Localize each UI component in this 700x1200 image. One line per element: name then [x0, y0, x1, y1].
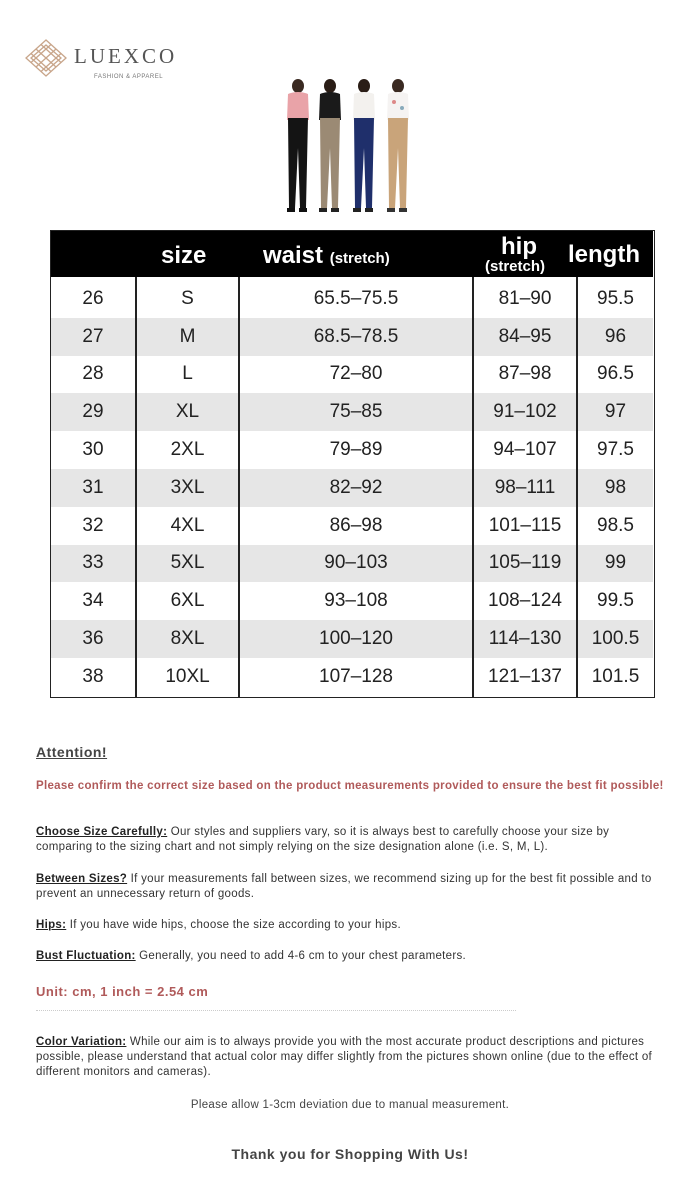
column-divider — [238, 277, 240, 697]
cell-hip: 87–98 — [498, 363, 552, 385]
cell-length: 99 — [604, 552, 627, 574]
dotted-divider — [36, 1010, 516, 1011]
cell-hip: 108–124 — [488, 590, 562, 612]
cell-hip: 84–95 — [498, 325, 552, 347]
choose-size-text: Our styles and suppliers vary, so it is always best to carefully choose your size by comparing to the sizing chart and not simply relying on the size designation alone (i.e. S, M, L). — [36, 826, 610, 853]
hips-label: Hips: — [36, 919, 67, 931]
thank-you-message: Thank you for Shopping With Us! — [231, 1146, 469, 1162]
size-chart-table — [50, 230, 655, 698]
cell-waist: 75–85 — [329, 401, 383, 423]
model-camel-pants — [387, 79, 409, 212]
cell-number: 31 — [82, 476, 104, 498]
cell-hip: 105–119 — [488, 552, 562, 574]
cell-waist: 100–120 — [319, 628, 393, 650]
cell-size: M — [179, 325, 196, 347]
cell-number: 33 — [82, 552, 104, 574]
column-divider — [576, 277, 578, 697]
cell-size: 2XL — [170, 439, 205, 461]
cell-number: 26 — [82, 287, 104, 309]
cell-size: S — [181, 287, 194, 309]
table-row — [51, 318, 653, 356]
choose-size-label: Choose Size Carefully: — [36, 826, 168, 838]
cell-number: 29 — [82, 401, 104, 423]
table-header — [51, 231, 653, 277]
table-row — [51, 280, 653, 318]
bust-label: Bust Fluctuation: — [36, 950, 136, 962]
cell-number: 36 — [82, 628, 104, 650]
between-sizes-note — [36, 872, 666, 902]
cell-number: 28 — [82, 363, 104, 385]
cell-length: 99.5 — [597, 590, 634, 612]
bust-text: Generally, you need to add 4-6 cm to your chest parameters. — [135, 950, 467, 962]
color-variation-note — [36, 1035, 666, 1080]
table-row — [51, 356, 653, 394]
unit-note: Unit: cm, 1 inch = 2.54 cm — [36, 984, 209, 999]
cell-number: 38 — [82, 665, 104, 687]
cell-size: L — [182, 363, 193, 385]
table-row — [51, 620, 653, 658]
brand-tagline: FASHION & APPAREL — [94, 74, 164, 80]
header-hip-note: (stretch) — [485, 258, 546, 275]
cell-waist: 86–98 — [329, 514, 383, 536]
table-row — [51, 507, 653, 545]
table-row — [51, 393, 653, 431]
cell-size: 3XL — [170, 476, 205, 498]
table-row — [51, 658, 653, 696]
brand-logo — [24, 38, 224, 88]
cell-length: 100.5 — [591, 628, 640, 650]
cell-size: 5XL — [170, 552, 205, 574]
cell-waist: 93–108 — [324, 590, 388, 612]
deviation-note: Please allow 1-3cm deviation due to manual measurement. — [190, 1099, 510, 1111]
cell-waist: 82–92 — [329, 476, 383, 498]
between-sizes-text: If your measurements fall between sizes, we recommend sizing up for the best fit possible and to prevent an unnecessary return of goods. — [36, 873, 652, 900]
model-navy-pants — [353, 79, 375, 212]
cell-hip: 114–130 — [488, 628, 562, 650]
column-divider — [135, 277, 137, 697]
cell-waist: 79–89 — [329, 439, 383, 461]
color-variation-text: While our aim is to always provide you with the most accurate product descriptions and pictures possible, please understand that actual color may differ slightly from the pictures shown online (due to the effect of different monitors and cameras). — [36, 1036, 653, 1078]
cell-number: 27 — [82, 325, 104, 347]
cell-hip: 81–90 — [498, 287, 552, 309]
cell-size: 8XL — [170, 628, 205, 650]
model-taupe-pants — [319, 79, 341, 212]
table-row — [51, 469, 653, 507]
header-length: length — [568, 241, 640, 268]
cell-waist: 72–80 — [329, 363, 383, 385]
cell-hip: 94–107 — [493, 439, 557, 461]
cell-length: 95.5 — [597, 287, 634, 309]
hips-note — [36, 918, 666, 933]
brand-name: LUEXCO — [74, 44, 178, 68]
model-black-pants — [287, 79, 309, 212]
cell-length: 96.5 — [597, 363, 634, 385]
cell-hip: 98–111 — [494, 476, 556, 498]
pants-models-image — [278, 78, 426, 220]
color-variation-label: Color Variation: — [36, 1036, 127, 1048]
cell-length: 97.5 — [597, 439, 634, 461]
fit-warning: Please confirm the correct size based on the product measurements provided to ensure the best fit possible! — [36, 780, 664, 792]
cell-length: 98 — [604, 476, 627, 498]
choose-size-note — [36, 825, 666, 855]
cell-waist: 65.5–75.5 — [313, 287, 399, 309]
cell-waist: 68.5–78.5 — [313, 325, 399, 347]
cell-length: 101.5 — [591, 665, 640, 687]
cell-size: 10XL — [165, 665, 210, 687]
cell-length: 97 — [604, 401, 627, 423]
cell-size: 4XL — [170, 514, 205, 536]
cell-length: 96 — [604, 325, 627, 347]
cell-waist: 107–128 — [319, 665, 393, 687]
header-waist — [263, 244, 390, 268]
table-row — [51, 582, 653, 620]
table-row — [51, 545, 653, 583]
cell-hip: 91–102 — [493, 401, 557, 423]
cell-size: XL — [175, 401, 200, 423]
cell-hip: 121–137 — [488, 665, 562, 687]
attention-heading: Attention! — [36, 744, 108, 760]
cell-number: 30 — [82, 439, 104, 461]
hips-text: If you have wide hips, choose the size according to your hips. — [66, 919, 401, 931]
header-waist-label: waist — [263, 242, 324, 269]
column-divider — [472, 277, 474, 697]
header-hip: hip — [501, 233, 537, 260]
cell-length: 98.5 — [597, 514, 634, 536]
cell-size: 6XL — [170, 590, 205, 612]
table-row — [51, 431, 653, 469]
cell-waist: 90–103 — [324, 552, 388, 574]
cell-number: 34 — [82, 590, 104, 612]
header-size: size — [161, 242, 207, 269]
bust-note — [36, 949, 666, 964]
cell-number: 32 — [82, 514, 104, 536]
header-waist-note: (stretch) — [329, 250, 390, 267]
diamond-knot-icon — [24, 38, 68, 78]
between-sizes-label: Between Sizes? — [36, 873, 128, 885]
cell-hip: 101–115 — [488, 514, 562, 536]
